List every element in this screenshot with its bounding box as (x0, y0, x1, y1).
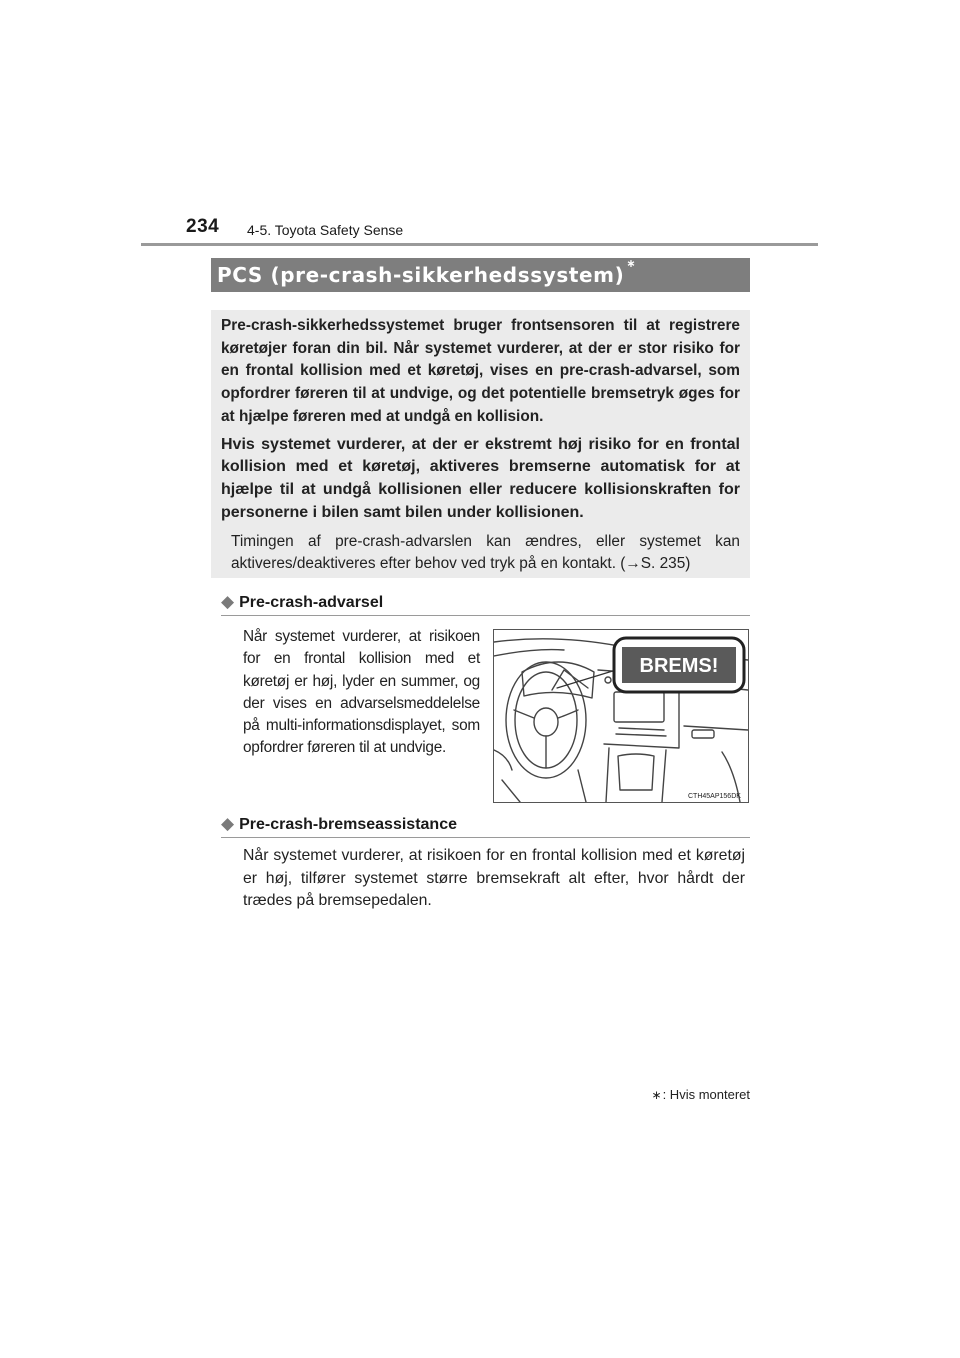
intro-paragraph-2: Hvis systemet vurderer, at der er ekstremt høj risiko for en frontal kollision med et køretøj, aktiveres bremserne automatisk for at hjælpe til at undgå kollisionen eller reducere kollisionskraften for personerne i bilen samt bilen under kollisionen. (221, 435, 740, 521)
header-rule (141, 243, 818, 246)
intro-box (211, 310, 750, 578)
brems-message: BREMS! (639, 655, 719, 677)
section-rule (221, 837, 750, 838)
intro-note: Timingen af pre-crash-advarslen kan ændres, eller systemet kan aktiveres/deaktiveres efter behov ved tryk på en kontakt. (→S. 235) (231, 533, 740, 573)
section-text-pre-crash-advarsel: Når systemet vurderer, at risikoen for en frontal kollision med et køretøj er høj, lyder en summer, og der vises en advarselsmeddelelse på multi-informationsdisplayet, som opfordrer føreren til at undvige. (243, 628, 480, 757)
section-text-pre-crash-bremseassistance: Når systemet vurderer, at risikoen for en frontal kollision med et køretøj er høj, tilfører systemet større bremsekraft alt efter, hvor hårdt der trædes på bremsepedalen. (243, 847, 745, 909)
section-heading-pre-crash-bremseassistance (221, 814, 750, 834)
page-number: 234 (186, 216, 220, 237)
diamond-bullet-icon: ◆ (221, 814, 235, 833)
intro-paragraph-1: Pre-crash-sikkerhedssystemet bruger frontsensoren til at registrere køretøjer foran din bil. Når systemet vurderer, at der er stor risiko for en frontal kollision med et køretøj, vises en pre-crash-advarsel, som opfordrer føreren til at undvige, og det potentielle bremsetryk øges for at hjælpe føreren med at undgå en kollision. (221, 317, 740, 425)
page-title-text: PCS (pre-crash-sikkerhedssystem) (217, 263, 625, 287)
section-heading-text: Pre-crash-bremseassistance (239, 816, 457, 833)
footnote-mark: ∗ (651, 1088, 662, 1102)
footnote-text: : Hvis monteret (662, 1087, 750, 1102)
section-heading-pre-crash-advarsel (221, 592, 750, 612)
title-bar (211, 258, 750, 292)
footnote (652, 1087, 750, 1102)
section-path: 4-5. Toyota Safety Sense (247, 222, 404, 238)
title-footnote-mark: ∗ (626, 257, 637, 270)
figure-code: CTH45AP156DK (688, 793, 741, 800)
dashboard-illustration (493, 629, 749, 803)
page-title (217, 257, 637, 287)
section-rule (221, 615, 750, 616)
section-heading-text: Pre-crash-advarsel (239, 594, 384, 611)
diamond-bullet-icon: ◆ (221, 592, 235, 611)
